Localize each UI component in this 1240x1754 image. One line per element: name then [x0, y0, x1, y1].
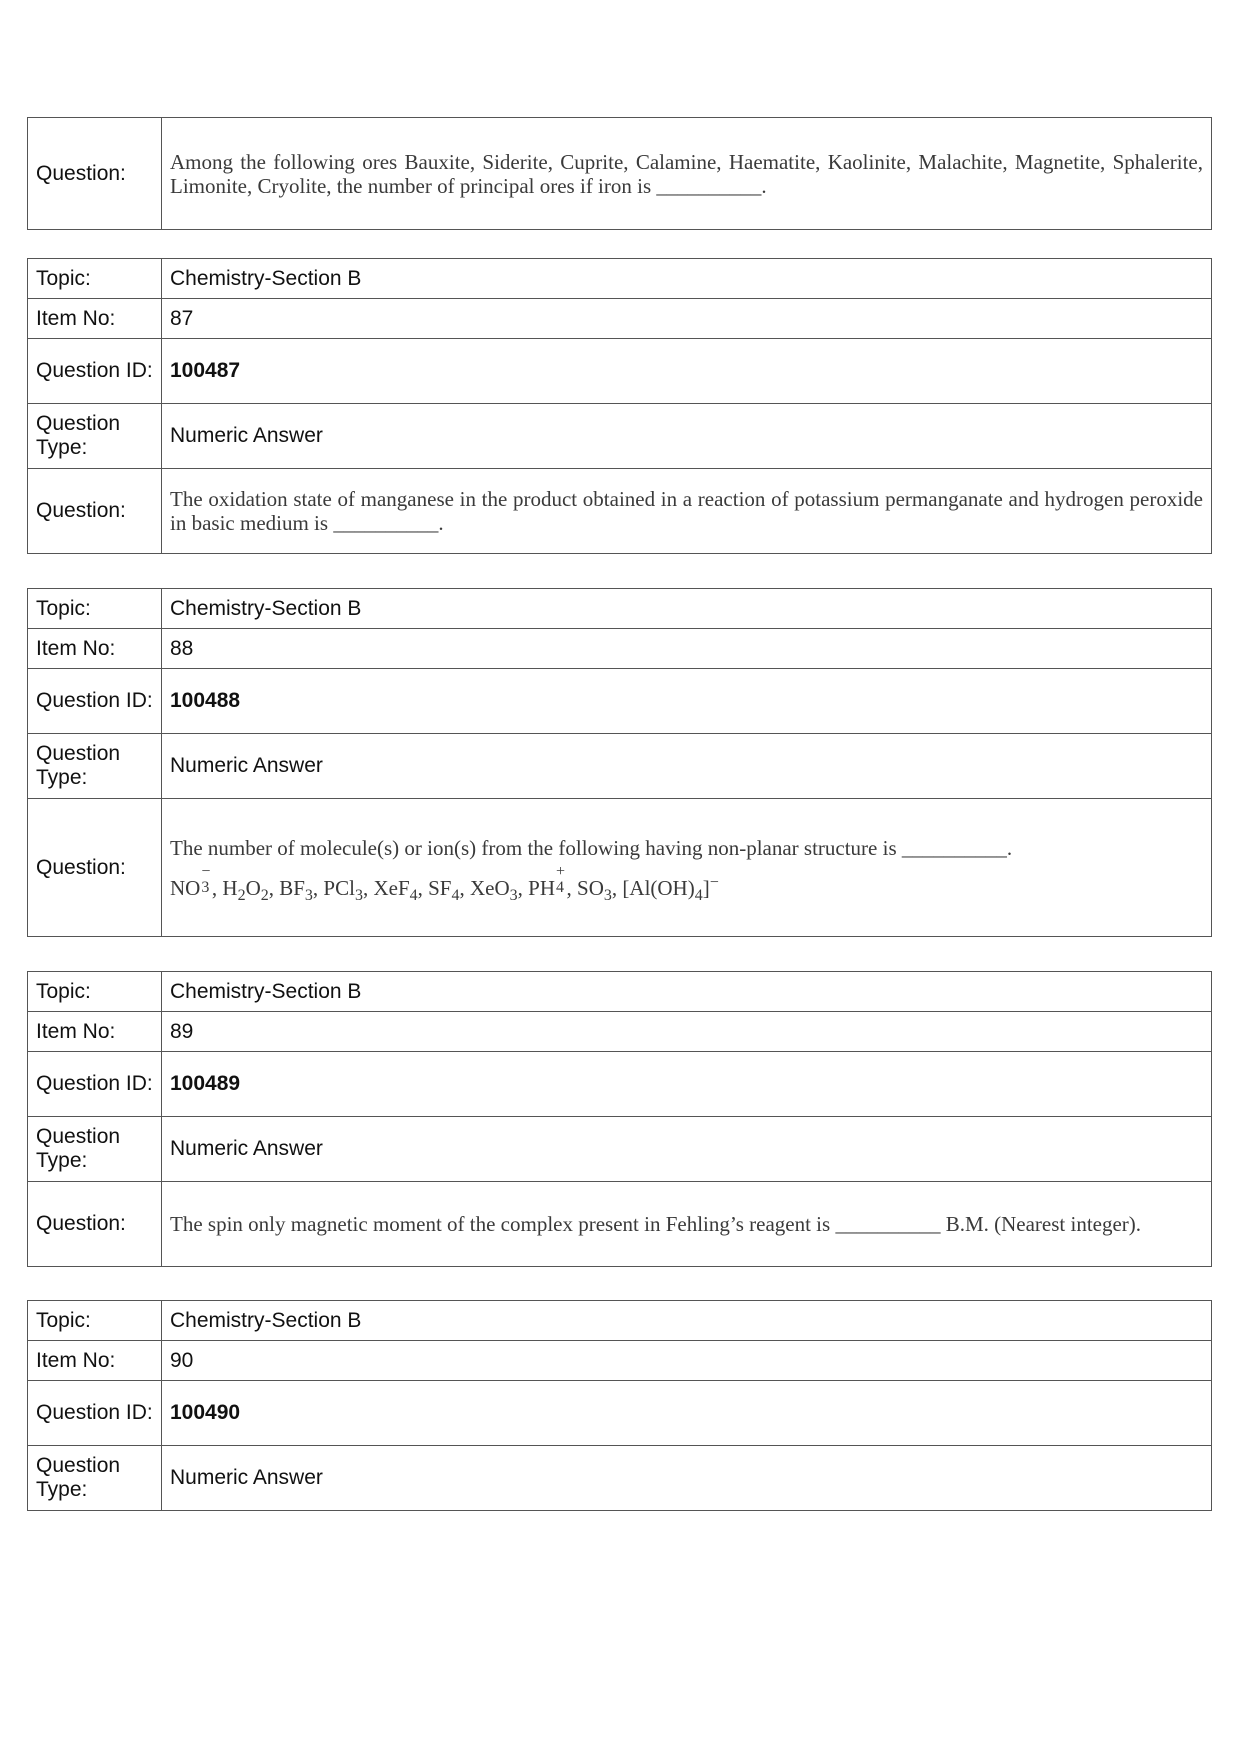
question-id-value: 100489: [162, 1052, 1212, 1117]
question-label: Question:: [28, 118, 162, 230]
item-no-label: Item No:: [28, 1012, 162, 1052]
question-type-label: Question Type:: [28, 1446, 162, 1511]
species: XeO$_3$: [469, 875, 518, 904]
species: PCl$_3$: [323, 875, 363, 904]
question-type-label: Question Type:: [28, 734, 162, 799]
question-id-value: 100490: [162, 1381, 1212, 1446]
question-id-label: Question ID:: [28, 669, 162, 734]
topic-label: Topic:: [28, 589, 162, 629]
species: $BF_3$: [279, 875, 313, 904]
question-type-value: Numeric Answer: [162, 1446, 1212, 1511]
species: XeF$_4$: [373, 875, 418, 904]
item-no-label: Item No:: [28, 1341, 162, 1381]
species: NO − 3: [170, 862, 211, 900]
question-table-88: [27, 588, 1212, 937]
question-label: Question:: [28, 469, 162, 554]
topic-value: Chemistry-Section B: [162, 1301, 1212, 1341]
question-text: The spin only magnetic moment of the complex present in Fehling’s reagent is __________ B.M. (Nearest integer).: [162, 1182, 1212, 1267]
item-no-value: 88: [162, 629, 1212, 669]
species: $SO_3$: [577, 875, 612, 904]
question-type-value: Numeric Answer: [162, 404, 1212, 469]
question-id-value: 100487: [162, 339, 1212, 404]
question-cell: [162, 799, 1212, 937]
question-table-87: [27, 258, 1212, 554]
question-type-value: Numeric Answer: [162, 1117, 1212, 1182]
species: $H_2O_2$: [222, 875, 269, 904]
question-text: The oxidation state of manganese in the product obtained in a reaction of potassium permanganate and hydrogen peroxide in basic medium is __________.: [162, 469, 1212, 554]
item-no-label: Item No:: [28, 629, 162, 669]
species: $SF_4$: [428, 875, 460, 904]
question-id-value: 100488: [162, 669, 1212, 734]
question-text: Among the following ores Bauxite, Siderite, Cuprite, Calamine, Haematite, Kaolinite, Malachite, Magnetite, Sphalerite, Limonite, Cryolite, the number of principal ores if iron is __________.: [162, 118, 1212, 230]
question-table-89: [27, 971, 1212, 1267]
question-type-label: Question Type:: [28, 1117, 162, 1182]
topic-label: Topic:: [28, 972, 162, 1012]
species-list: NO − 3 , $H_2O_2$, $BF_3$, PCl$_3$, XeF$_4$, $SF_4$, XeO$_3$, PH + 4 , $SO_3$, $[Al(OH)_4]^-$: [170, 862, 719, 904]
question-id-label: Question ID:: [28, 1052, 162, 1117]
topic-value: Chemistry-Section B: [162, 972, 1212, 1012]
question-id-label: Question ID:: [28, 1381, 162, 1446]
topic-value: Chemistry-Section B: [162, 589, 1212, 629]
item-no-label: Item No:: [28, 299, 162, 339]
question-id-label: Question ID:: [28, 339, 162, 404]
question-type-label: Question Type:: [28, 404, 162, 469]
item-no-value: 87: [162, 299, 1212, 339]
question-table-90: [27, 1300, 1212, 1511]
topic-value: Chemistry-Section B: [162, 259, 1212, 299]
question-table-prev: [27, 117, 1212, 230]
item-no-value: 89: [162, 1012, 1212, 1052]
topic-label: Topic:: [28, 259, 162, 299]
question-label: Question:: [28, 799, 162, 937]
topic-label: Topic:: [28, 1301, 162, 1341]
question-text: The number of molecule(s) or ion(s) from the following having non-planar structure is __________.: [170, 835, 1013, 860]
species: PH + 4: [528, 862, 566, 900]
question-type-value: Numeric Answer: [162, 734, 1212, 799]
item-no-value: 90: [162, 1341, 1212, 1381]
species: $[Al(OH)_4]^-$: [622, 873, 719, 904]
question-label: Question:: [28, 1182, 162, 1267]
